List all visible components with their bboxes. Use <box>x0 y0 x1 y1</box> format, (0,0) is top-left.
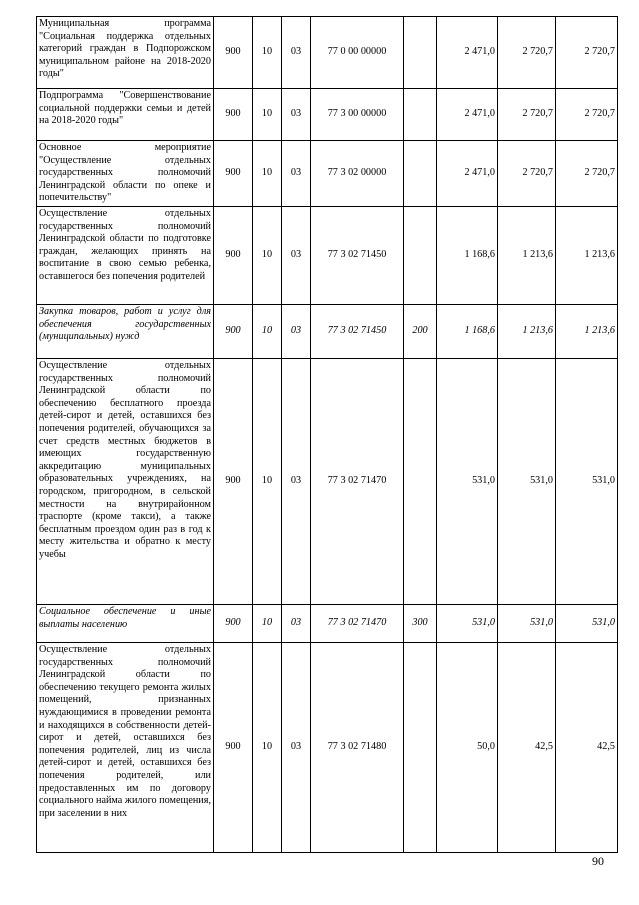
row-target-article: 77 3 02 71450 <box>311 305 404 359</box>
row-subsection: 03 <box>282 305 311 359</box>
row-target-article: 77 3 00 00000 <box>311 89 404 141</box>
row-grbs: 900 <box>214 17 253 89</box>
row-amount-2018: 2 471,0 <box>437 141 498 207</box>
page-number: 90 <box>592 854 604 868</box>
table-body <box>37 17 618 853</box>
table-row <box>37 643 618 853</box>
table-row <box>37 207 618 305</box>
table-row <box>37 89 618 141</box>
row-amount-2018: 1 168,6 <box>437 207 498 305</box>
row-amount-2018: 2 471,0 <box>437 89 498 141</box>
row-target-article: 77 3 02 71480 <box>311 643 404 853</box>
row-section: 10 <box>253 141 282 207</box>
row-target-article: 77 3 02 71470 <box>311 359 404 605</box>
row-subsection: 03 <box>282 643 311 853</box>
row-amount-2019: 42,5 <box>498 643 556 853</box>
row-amount-2019: 1 213,6 <box>498 207 556 305</box>
row-amount-2018: 531,0 <box>437 359 498 605</box>
row-amount-2020: 2 720,7 <box>556 17 618 89</box>
row-amount-2019: 2 720,7 <box>498 17 556 89</box>
row-amount-2020: 2 720,7 <box>556 141 618 207</box>
row-section: 10 <box>253 643 282 853</box>
row-expense-type <box>404 207 437 305</box>
row-name: Основное мероприятие "Осуществление отдельных государственных полномочий Ленинградской области по опеке и попечительству" <box>37 141 214 207</box>
row-amount-2019: 531,0 <box>498 359 556 605</box>
row-amount-2019: 2 720,7 <box>498 141 556 207</box>
row-grbs: 900 <box>214 359 253 605</box>
row-expense-type: 200 <box>404 305 437 359</box>
row-amount-2020: 2 720,7 <box>556 89 618 141</box>
row-amount-2019: 1 213,6 <box>498 305 556 359</box>
row-amount-2020: 531,0 <box>556 359 618 605</box>
table-row <box>37 305 618 359</box>
row-expense-type <box>404 141 437 207</box>
row-name: Осуществление отдельных государственных полномочий Ленинградской области по обеспечению бесплатного проезда детей-сирот и детей, оставшихся без попечения родителей, обучающихся за счет средств местных бюджетов в имеющих государственную аккредитацию муниципальных образовательных учреждениях, на городском, пригородном, в сельской местности на внутрирайонном траспорте (кроме такси), а также бесплатным проездом один раз в год к месту жительства и обратно к месту учебы <box>37 359 214 605</box>
row-expense-type <box>404 359 437 605</box>
row-section: 10 <box>253 605 282 643</box>
row-target-article: 77 3 02 71470 <box>311 605 404 643</box>
row-amount-2018: 1 168,6 <box>437 305 498 359</box>
row-amount-2020: 531,0 <box>556 605 618 643</box>
table-row <box>37 605 618 643</box>
row-amount-2020: 1 213,6 <box>556 305 618 359</box>
row-amount-2020: 42,5 <box>556 643 618 853</box>
row-section: 10 <box>253 17 282 89</box>
row-grbs: 900 <box>214 305 253 359</box>
row-subsection: 03 <box>282 89 311 141</box>
row-grbs: 900 <box>214 643 253 853</box>
table-row <box>37 141 618 207</box>
row-grbs: 900 <box>214 141 253 207</box>
row-expense-type <box>404 89 437 141</box>
row-grbs: 900 <box>214 207 253 305</box>
row-target-article: 77 3 02 00000 <box>311 141 404 207</box>
row-target-article: 77 0 00 00000 <box>311 17 404 89</box>
row-subsection: 03 <box>282 141 311 207</box>
row-expense-type <box>404 17 437 89</box>
row-section: 10 <box>253 305 282 359</box>
row-name: Социальное обеспечение и иные выплаты населению <box>37 605 214 643</box>
row-name: Осуществление отдельных государственных полномочий Ленинградской области по подготовке граждан, желающих принять на воспитание в свою семью ребенка, оставшегося без попечения родителей <box>37 207 214 305</box>
row-section: 10 <box>253 207 282 305</box>
row-amount-2019: 531,0 <box>498 605 556 643</box>
row-expense-type: 300 <box>404 605 437 643</box>
row-section: 10 <box>253 89 282 141</box>
row-grbs: 900 <box>214 605 253 643</box>
row-name: Закупка товаров, работ и услуг для обеспечения государственных (муниципальных) нужд <box>37 305 214 359</box>
row-name: Муниципальная программа "Социальная поддержка отдельных категорий граждан в Подпорожском муниципальном районе на 2018-2020 годы" <box>37 17 214 89</box>
row-amount-2020: 1 213,6 <box>556 207 618 305</box>
row-subsection: 03 <box>282 207 311 305</box>
row-section: 10 <box>253 359 282 605</box>
row-name: Подпрограмма "Совершенствование социальной поддержки семьи и детей на 2018-2020 годы" <box>37 89 214 141</box>
row-subsection: 03 <box>282 359 311 605</box>
budget-table <box>36 16 618 853</box>
row-subsection: 03 <box>282 605 311 643</box>
row-amount-2019: 2 720,7 <box>498 89 556 141</box>
row-subsection: 03 <box>282 17 311 89</box>
row-amount-2018: 50,0 <box>437 643 498 853</box>
table-row <box>37 359 618 605</box>
row-grbs: 900 <box>214 89 253 141</box>
row-name: Осуществление отдельных государственных полномочий Ленинградской области по обеспечению текущего ремонта жилых помещений, признанных нуждающимися в проведении ремонта и находящихся в собственности детей-сирот и детей, оставшихся без попечения родителей, лиц из числа детей-сирот и детей, оставшихся без попечения родителей, или предоставленных им по договору социального найма жилого помещения, при заселении в них <box>37 643 214 853</box>
row-target-article: 77 3 02 71450 <box>311 207 404 305</box>
table-row <box>37 17 618 89</box>
row-expense-type <box>404 643 437 853</box>
row-amount-2018: 2 471,0 <box>437 17 498 89</box>
row-amount-2018: 531,0 <box>437 605 498 643</box>
